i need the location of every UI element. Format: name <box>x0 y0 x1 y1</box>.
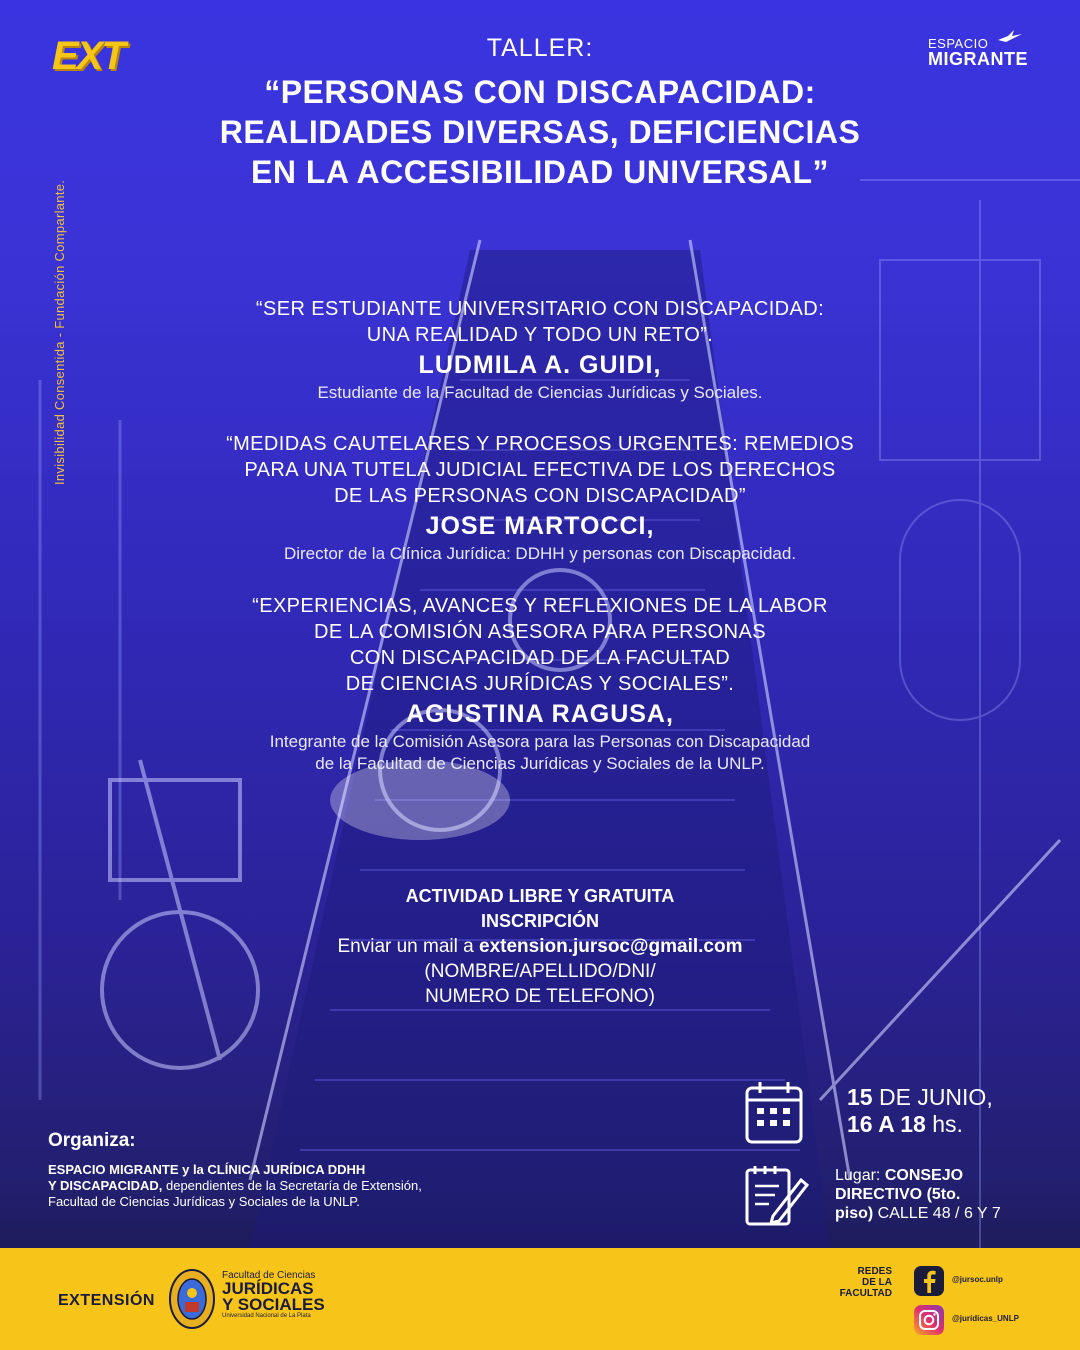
organizers-line: Y DISCAPACIDAD, dependientes de la Secretaría de Extensión, <box>48 1178 422 1193</box>
speaker-role: de la Facultad de Ciencias Jurídicas y Sociales de la UNLP. <box>315 754 765 773</box>
free-activity: ACTIVIDAD LIBRE Y GRATUITA <box>405 886 675 906</box>
speaker-role: Director de la Clínica Jurídica: DDHH y personas con Discapacidad. <box>283 544 797 563</box>
mail-requirements: NUMERO DE TELEFONO) <box>425 986 655 1007</box>
kicker: TALLER: <box>486 34 594 62</box>
event-place: Lugar: CONSEJO DIRECTIVO (5to. piso) CALLE 48 / 6 Y 7 <box>835 1167 1001 1222</box>
talk-2 <box>0 431 1080 565</box>
workshop-title <box>0 72 1080 192</box>
talk-title-line: “MEDIDAS CAUTELARES Y PROCESOS URGENTES: REMEDIOS <box>226 433 854 455</box>
facebook-icon <box>914 1266 944 1296</box>
talk-title-line: “EXPERIENCIAS, AVANCES Y REFLEXIONES DE LA LABOR <box>252 595 828 617</box>
title-line: EN LA ACCESIBILIDAD UNIVERSAL” <box>251 154 829 190</box>
speaker-role: Estudiante de la Facultad de Ciencias Jurídicas y Sociales. <box>317 383 763 402</box>
talk-title-line: “SER ESTUDIANTE UNIVERSITARIO CON DISCAPACIDAD: <box>255 298 825 320</box>
talk-title-line: PARA UNA TUTELA JUDICIAL EFECTIVA DE LOS DERECHOS <box>244 459 836 481</box>
faculty-logo: Facultad de Ciencias JURÍDICAS Y SOCIALES Universidad Nacional de La Plata <box>222 1270 325 1319</box>
instagram-icon <box>914 1305 944 1335</box>
mail-requirements: (NOMBRE/APELLIDO/DNI/ <box>424 961 656 982</box>
talk-1 <box>0 296 1080 404</box>
talk-title-line: DE LAS PERSONAS CON DISCAPACIDAD” <box>334 485 746 507</box>
title-line: “PERSONAS CON DISCAPACIDAD: <box>264 74 816 110</box>
redes-label: REDES DE LA FACULTAD <box>839 1266 892 1299</box>
talk-title-line: DE CIENCIAS JURÍDICAS Y SOCIALES”. <box>345 673 735 695</box>
talk-3 <box>0 593 1080 775</box>
photo-credit: Invisibilidad Consentida - Fundación Comparlante. <box>52 179 67 485</box>
notepad-icon <box>745 1164 809 1228</box>
event-date: 15 DE JUNIO, 16 A 18 hs. <box>847 1084 993 1137</box>
registration-info <box>0 884 1080 1009</box>
talk-title-line: CON DISCAPACIDAD DE LA FACULTAD <box>349 647 731 669</box>
speaker-role: Integrante de la Comisión Asesora para las Personas con Discapacidad <box>269 732 811 751</box>
instagram-handle: @jurídicas_UNLP <box>952 1314 1019 1323</box>
registration-heading: INSCRIPCIÓN <box>480 911 599 931</box>
talk-title-line: DE LA COMISIÓN ASESORA PARA PERSONAS <box>314 621 766 643</box>
speaker-name: LUDMILA A. GUIDI, <box>418 351 662 379</box>
speaker-name: JOSE MARTOCCI, <box>425 512 655 540</box>
talk-title-line: UNA REALIDAD Y TODO UN RETO”. <box>366 324 714 346</box>
organizers <box>48 1130 422 1210</box>
university-seal-icon <box>168 1268 216 1330</box>
organiza-heading: Organiza: <box>48 1130 136 1151</box>
extension-label: EXTENSIÓN <box>58 1292 155 1309</box>
facebook-handle: @jursoc.unlp <box>952 1275 1003 1284</box>
speaker-name: AGUSTINA RAGUSA, <box>406 700 674 728</box>
organizers-line: ESPACIO MIGRANTE y la CLÍNICA JURÍDICA DDHH <box>48 1162 366 1177</box>
title-line: REALIDADES DIVERSAS, DEFICIENCIAS <box>219 114 861 150</box>
migrante-bottom: MIGRANTE <box>928 49 1028 69</box>
footer-bar <box>0 1248 1080 1350</box>
mail-link[interactable]: extension.jursoc@gmail.com <box>479 936 743 957</box>
calendar-icon <box>745 1080 803 1144</box>
mail-prefix: Enviar un mail a <box>337 936 479 957</box>
mail-line <box>0 934 1080 959</box>
organizers-line: Facultad de Ciencias Jurídicas y Sociales de la UNLP. <box>48 1194 360 1209</box>
migrante-top: ESPACIO <box>928 36 989 51</box>
ext-logo: EXT <box>52 34 124 78</box>
